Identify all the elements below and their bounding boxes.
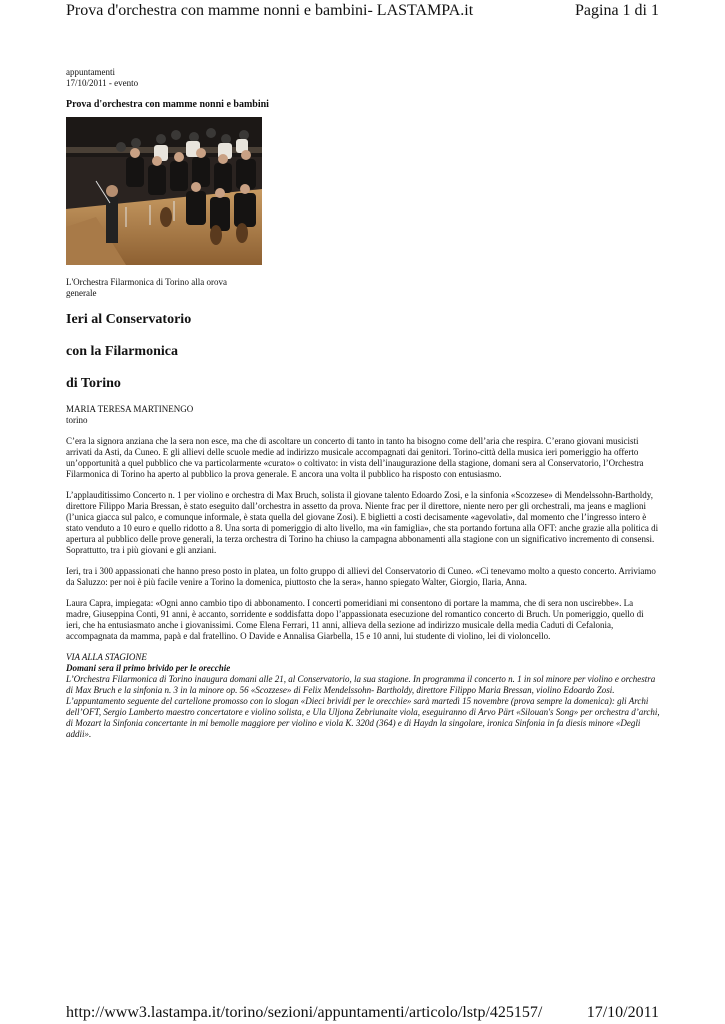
print-footer-date: 17/10/2011	[586, 1004, 659, 1021]
box-kicker: VIA ALLA STAGIONE	[66, 652, 147, 662]
article-paragraph: Ieri, tra i 300 appassionati che hanno preso posto in platea, un folto gruppo di allievi del Conservatorio di Cuneo. «Ci tenevamo molto a questo concerto. Arriviamo da Saluzzo: per noi è più facile venire a Torino la domenica, piuttosto che la sera», hanno spiegato Walter, Giorgio, Ilaria, Anna.	[66, 566, 656, 587]
article	[66, 67, 660, 740]
article-paragraph: Laura Capra, impiegata: «Ogni anno cambio tipo di abbonamento. I concerti pomeridiani mi consentono di portare la mamma, che di sera non uscirebbe». La madre, Giuseppina Conti, 91 anni, è accanto, sorridente e soddisfatta dopo l’appassionata esecuzione del romantico concerto di Bruch. Un pomeriggio, quello di ieri, che ha entusiasmato anche i giovanissimi. Come Elena Ferrari, 11 anni, allieva della sezione ad indirizzo musicale della media Caduti di Cefalonia, accompagnata da mamma, papà e dal fratellino. O Davide e Annalisa Giarbella, 15 e 10 anni, lui studente di violino, lei di violoncello.	[66, 598, 644, 641]
article-author	[66, 404, 660, 426]
article-paragraph: C’era la signora anziana che la sera non esce, ma che di ascoltare un concerto di tanto in tanto ha bisogno come dell’aria che respira. C’erano giovani musicisti arrivati da Asti, da Cuneo. E gli allievi delle scuole medie ad indirizzo musicale accompagnati dai genitori. Torino-città della musica ieri pomeriggio ha offerto un’opportunità a quel pubblico che va particolarmente «curato» o coltivato: in vista dell’inaugurazione della stagione, domani sera al Conservatorio, l’Orchestra Filarmonica di Torino ha aperto al pubblico la prova generale. E ancora una volta il pubblico ha risposto con entusiasmo.	[66, 436, 644, 479]
article-title-line-1: Ieri al Conservatorio	[66, 312, 192, 327]
sidebar-box	[66, 652, 660, 740]
article-short-title: Prova d'orchestra con mamme nonni e bambini	[66, 99, 269, 110]
article-title-line-2: con la Filarmonica	[66, 344, 178, 359]
article-title-line-3: di Torino	[66, 376, 121, 391]
box-subtitle: Domani sera il primo brivido per le orecchie	[66, 663, 231, 673]
print-footer-url[interactable]: http://www3.lastampa.it/torino/sezioni/appuntamenti/articolo/lstp/425157/	[66, 1004, 543, 1021]
print-header-page-number: Pagina 1 di 1	[575, 2, 659, 19]
photo-caption: L'Orchestra Filarmonica di Torino alla orova generale	[66, 277, 228, 298]
article-date-type: 17/10/2011 - evento	[66, 78, 139, 88]
orchestra-photo	[66, 117, 262, 265]
article-paragraph: L’applauditissimo Concerto n. 1 per violino e orchestra di Max Bruch, solista il giovane talento Edoardo Zosi, e la sinfonia «Scozzese» di Mendelssohn-Bartholdy, direttore Filippo Maria Bressan, è stato eseguito dall’orchestra in assetto da prova. Niente frac per il direttore, niente nero per gli orchestrali, ma jeans e maglioni (l’unica giacca sul palco, e comunque informale, è stata quella del giovane Zosi). E biglietti a costi decisamente «agevolati», dal momento che l’ingresso intero è stato venduto a 10 euro e quello ridotto a 8. Una sorta di pomeriggio di alto livello, ma «in famiglia», che sta portando fortuna alla OFT: anche grazie alla politica di apertura al pubblico delle prove generali, la terza orchestra di Torino ha chiuso la campagna abbonamenti alla stagione con un significativo incremento di consensi. Soprattutto, tra i più giovani e gli anziani.	[66, 490, 659, 555]
article-location: torino	[66, 415, 88, 425]
article-section[interactable]: appuntamenti	[66, 67, 115, 77]
author-name: MARIA TERESA MARTINENGO	[66, 404, 194, 414]
print-header-title: Prova d'orchestra con mamme nonni e bambini- LASTAMPA.it	[66, 2, 474, 19]
box-text: L’Orchestra Filarmonica di Torino inaugura domani alle 21, al Conservatorio, la sua stagione. In programma il concerto n. 1 in sol minore per violino e orchestra di Max Bruch e la sinfonia n. 3 in la minore op. 56 «Scozzese» di Felix Mendelssohn- Bartholdy, direttore Filippo Maria Bressan, violino Edoardo Zosi. L’appuntamento seguente del cartellone promosso con lo slogan «Dieci brividi per le orecchie» sarà martedì 15 novembre (prova sempre la domenica): gli Archi dell’OFT, Sergio Lamberto maestro concertatore e violino solista, e Ula Uljona Zebriunaite viola, eseguiranno di Arvo Pärt «Silouan's Song» per orchestra d’archi, di Mozart la Sinfonia concertante in mi bemolle maggiore per violino e viola K. 320d (364) e di Haydn la singolare, ironica Sinfonia in fa diesis minore «Degli addii».	[66, 674, 660, 739]
